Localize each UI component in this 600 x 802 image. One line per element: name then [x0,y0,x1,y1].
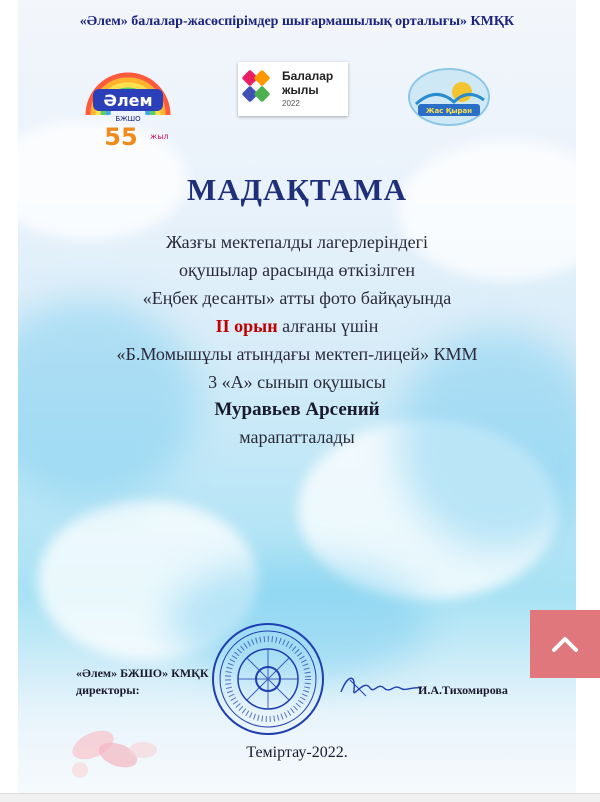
award-verb: марапатталады [239,427,355,447]
svg-text:Жас Қыран: Жас Қыран [425,107,473,115]
svg-text:55: 55 [104,123,138,150]
chevron-up-icon [551,635,579,653]
signatory-name: И.А.Тихомирова [418,683,508,697]
body-line-2: оқушылар арасында өткізілген [179,260,415,280]
svg-text:Балалар: Балалар [282,69,334,83]
svg-text:жылы: жылы [282,83,319,97]
balalar-zhyly-logo [238,62,348,116]
svg-text:жыл: жыл [150,132,169,141]
official-stamp [208,620,328,738]
signature-org-line: «Әлем» БЖШО» КМҚК [76,666,209,680]
cloud-decoration [398,140,576,280]
recipient-name: Муравьев Арсений [214,399,380,420]
body-line-3: «Еңбек десанты» атты фото байқауында [142,288,452,308]
alem-55-logo [73,55,183,150]
class-line: 3 «А» сынып оқушысы [208,372,386,392]
school-line: «Б.Момышұлы атындағы мектеп-лицей» КММ [116,344,478,364]
scroll-to-top-button[interactable] [530,610,600,678]
city-year: Теміртау-2022. [246,744,348,761]
zhas-qyran-logo [406,66,492,128]
handwritten-signature [336,668,426,704]
body-line-place [18,316,576,337]
svg-text:Әлем: Әлем [103,91,153,110]
body-line-1: Жазғы мектепалды лагерлеріндегі [165,232,429,252]
place-suffix: алғаны үшін [277,316,379,336]
svg-text:БЖШО: БЖШО [115,115,141,123]
place-text: II орын [215,316,278,336]
signature-role: директоры: [76,683,140,697]
certificate-title: МАДАҚТАМА [186,172,407,207]
certificate [18,0,576,793]
organization-header: «Әлем» балалар-жасөспірімдер шығармашылық орталығы» КМҚК [79,14,515,29]
svg-text:2022: 2022 [282,99,300,108]
